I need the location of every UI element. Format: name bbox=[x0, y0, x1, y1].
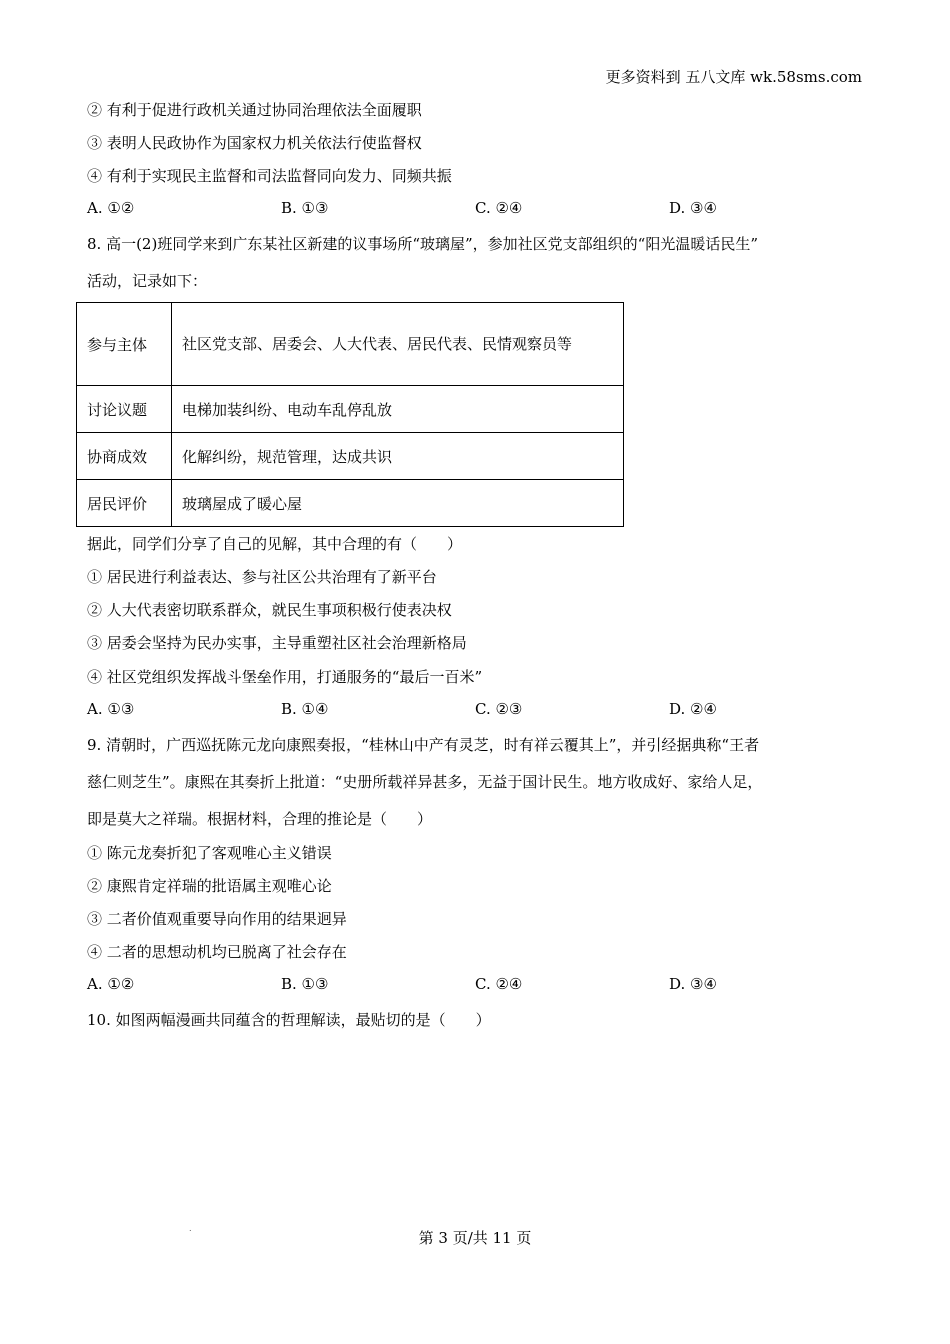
q9-option-b: B. ①③ bbox=[281, 975, 329, 993]
q9-option-d: D. ③④ bbox=[669, 975, 717, 993]
q7-options bbox=[87, 199, 787, 221]
q7-item-3: ③ 表明人民政协作为国家权力机关依法行使监督权 bbox=[87, 134, 422, 152]
q8-record-table bbox=[76, 302, 624, 527]
q7-item-2: ② 有利于促进行政机关通过协同治理依法全面履职 bbox=[87, 101, 422, 119]
q7-option-b: B. ①③ bbox=[281, 199, 329, 217]
source-watermark: 更多资料到 五八文库 wk.58sms.com bbox=[605, 68, 862, 86]
q8-item-1: ① 居民进行利益表达、参与社区公共治理有了新平台 bbox=[87, 568, 437, 586]
q9-stem-line-3: 即是莫大之祥瑞。根据材料，合理的推论是（ ） bbox=[87, 810, 433, 828]
q7-option-a: A. ①② bbox=[87, 199, 135, 217]
table-header-cell: 居民评价 bbox=[77, 480, 172, 527]
q8-prompt: 据此，同学们分享了自己的见解，其中合理的有（ ） bbox=[87, 535, 463, 553]
table-row bbox=[77, 480, 624, 527]
q9-stem-line-1: 9. 清朝时，广西巡抚陈元龙向康熙奏报，“桂林山中产有灵芝，时有祥云覆其上”，并引经据典称“王者 bbox=[87, 736, 760, 754]
table-value-cell: 社区党支部、居委会、人大代表、居民代表、民情观察员等 bbox=[172, 303, 624, 386]
q9-item-2: ② 康熙肯定祥瑞的批语属主观唯心论 bbox=[87, 877, 332, 895]
q7-option-d: D. ③④ bbox=[669, 199, 717, 217]
q8-option-a: A. ①③ bbox=[87, 700, 135, 718]
q9-item-1: ① 陈元龙奏折犯了客观唯心主义错误 bbox=[87, 844, 332, 862]
table-row bbox=[77, 433, 624, 480]
table-header-cell: 协商成效 bbox=[77, 433, 172, 480]
q8-options bbox=[87, 700, 787, 722]
q9-option-c: C. ②④ bbox=[475, 975, 523, 993]
q8-option-d: D. ②④ bbox=[669, 700, 717, 718]
table-value-cell: 玻璃屋成了暖心屋 bbox=[172, 480, 624, 527]
table-value-cell: 化解纠纷，规范管理，达成共识 bbox=[172, 433, 624, 480]
q8-stem-line-1: 8. 高一(2)班同学来到广东某社区新建的议事场所“玻璃屋”，参加社区党支部组织的“阳光温暖话民生” bbox=[87, 235, 759, 253]
q9-item-3: ③ 二者价值观重要导向作用的结果迥异 bbox=[87, 910, 347, 928]
q8-item-3: ③ 居委会坚持为民办实事，主导重塑社区社会治理新格局 bbox=[87, 634, 467, 652]
q7-item-4: ④ 有利于实现民主监督和司法监督同向发力、同频共振 bbox=[87, 167, 452, 185]
table-value-cell: 电梯加装纠纷、电动车乱停乱放 bbox=[172, 386, 624, 433]
q9-item-4: ④ 二者的思想动机均已脱离了社会存在 bbox=[87, 943, 347, 961]
q9-options bbox=[87, 975, 787, 997]
q10-stem: 10. 如图两幅漫画共同蕴含的哲理解读，最贴切的是（ ） bbox=[87, 1011, 491, 1029]
q8-option-c: C. ②③ bbox=[475, 700, 523, 718]
q9-option-a: A. ①② bbox=[87, 975, 135, 993]
table-row bbox=[77, 386, 624, 433]
q8-stem-line-2: 活动，记录如下： bbox=[87, 272, 208, 290]
q8-item-2: ② 人大代表密切联系群众，就民生事项积极行使表决权 bbox=[87, 601, 452, 619]
q7-option-c: C. ②④ bbox=[475, 199, 523, 217]
table-header-cell: 参与主体 bbox=[77, 303, 172, 386]
table-header-cell: 讨论议题 bbox=[77, 386, 172, 433]
page-number: 第 3 页/共 11 页 bbox=[418, 1229, 532, 1247]
q9-stem-line-2: 慈仁则芝生”。康熙在其奏折上批道：“史册所载祥异甚多，无益于国计民生。地方收成好、家给人足， bbox=[87, 773, 763, 791]
q8-option-b: B. ①④ bbox=[281, 700, 329, 718]
stray-mark: . bbox=[189, 1224, 192, 1233]
q8-item-4: ④ 社区党组织发挥战斗堡垒作用，打通服务的“最后一百米” bbox=[87, 668, 483, 686]
table-row bbox=[77, 303, 624, 386]
